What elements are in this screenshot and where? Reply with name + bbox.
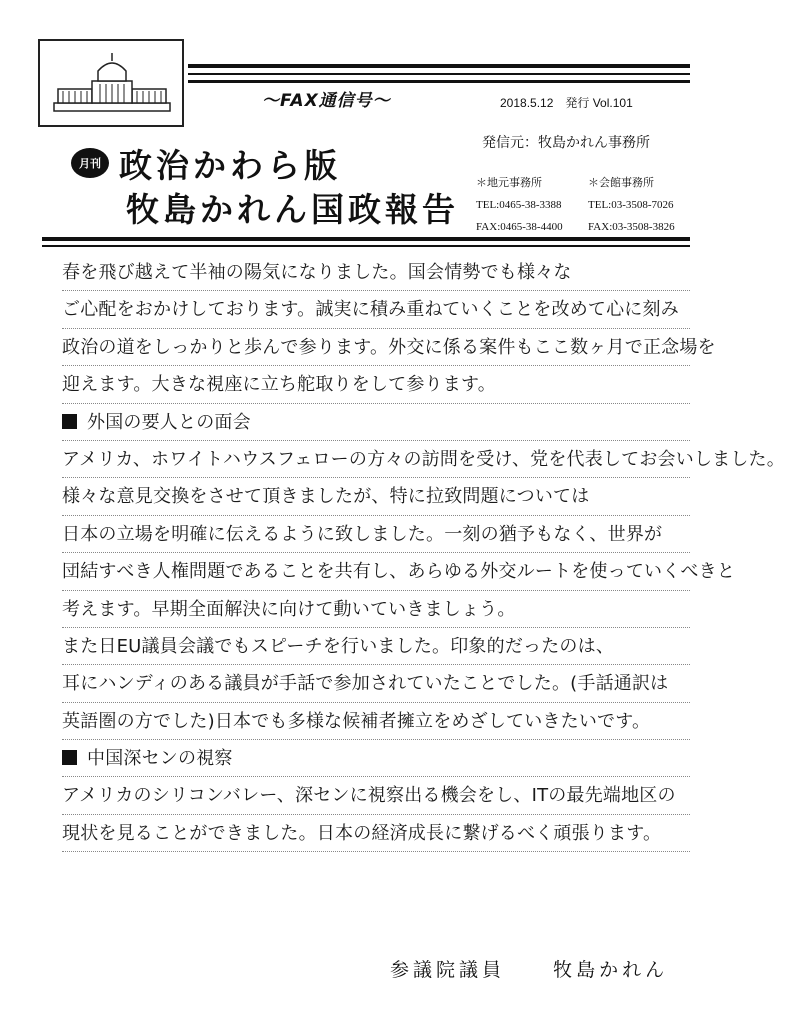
- local-office-fax: FAX:0465-38-4400: [476, 221, 563, 233]
- body-line: アメリカのシリコンバレー、深センに視察出る機会をし、ITの最先端地区の: [62, 777, 690, 814]
- body-line: 考えます。早期全面解決に向けて動いていきましょう。: [62, 591, 690, 628]
- body-line: ご心配をおかけしております。誠実に積み重ねていくことを改めて心に刻み: [62, 291, 690, 328]
- local-office-info: [476, 172, 563, 238]
- header-rule-mid: [188, 73, 690, 75]
- newsletter-subtitle: 牧島かれん国政報告: [126, 190, 459, 229]
- diet-building-logo: [38, 39, 184, 127]
- section-heading-text: 外国の要人との面会: [87, 411, 251, 433]
- hall-office-fax: FAX:03-3508-3826: [588, 221, 675, 233]
- body-line: 春を飛び越えて半袖の陽気になりました。国会情勢でも様々な: [62, 254, 690, 291]
- local-office-label: ＊地元事務所: [476, 177, 542, 189]
- newsletter-title: 政治かわら版: [119, 146, 341, 185]
- body-line: 政治の道をしっかりと歩んで参ります。外交に係る案件もここ数ヶ月で正念場を: [62, 329, 690, 366]
- body-line: 耳にハンディのある議員が手話で参加されていたことでした。(手話通訳は: [62, 665, 690, 702]
- hall-office-tel: TEL:03-3508-7026: [588, 199, 674, 211]
- signature-role: 参議院議員: [390, 959, 506, 981]
- fax-title: ～FAX通信号～: [262, 91, 391, 111]
- heading-square-icon: [62, 414, 77, 429]
- body-line: 日本の立場を明確に伝えるように致しました。一刻の猶予もなく、世界が: [62, 516, 690, 553]
- local-office-tel: TEL:0465-38-3388: [476, 199, 562, 211]
- hall-office-label: ＊会館事務所: [588, 177, 654, 189]
- body-line: 英語圏の方でした)日本でも多様な候補者擁立をめざしていきたいです。: [62, 703, 690, 740]
- section-heading-shenzhen: [62, 740, 690, 777]
- signature: [390, 955, 668, 982]
- body-line: 団結すべき人権問題であることを共有し、あらゆる外交ルートを使っていくべきと: [62, 553, 690, 590]
- monthly-badge: 月刊: [71, 148, 109, 178]
- hall-office-info: [588, 172, 675, 238]
- signature-name: 牧島かれん: [553, 959, 669, 981]
- issue-date: 2018.5.12 発行 Vol.101: [500, 96, 633, 110]
- body-line: 現状を見ることができました。日本の経済成長に繋げるべく頑張ります。: [62, 815, 690, 852]
- body-rule-top: [42, 237, 690, 241]
- handwritten-body: [62, 254, 785, 852]
- body-line: アメリカ、ホワイトハウスフェローの方々の訪問を受け、党を代表してお会いしました。: [62, 441, 690, 478]
- sender: 発信元：牧島かれん事務所: [482, 135, 650, 151]
- body-line: また日EU議員会議でもスピーチを行いました。印象的だったのは、: [62, 628, 690, 665]
- body-line: 迎えます。大きな視座に立ち舵取りをして参ります。: [62, 366, 690, 403]
- heading-square-icon: [62, 750, 77, 765]
- section-heading-text: 中国深センの視察: [87, 748, 233, 770]
- header-rule-top: [188, 64, 690, 68]
- section-heading-foreign-visitors: [62, 404, 690, 441]
- diet-building-icon: [50, 51, 174, 117]
- body-rule-bottom: [42, 245, 690, 247]
- header-rule-low: [188, 80, 690, 83]
- body-line: 様々な意見交換をさせて頂きましたが、特に拉致問題については: [62, 478, 690, 515]
